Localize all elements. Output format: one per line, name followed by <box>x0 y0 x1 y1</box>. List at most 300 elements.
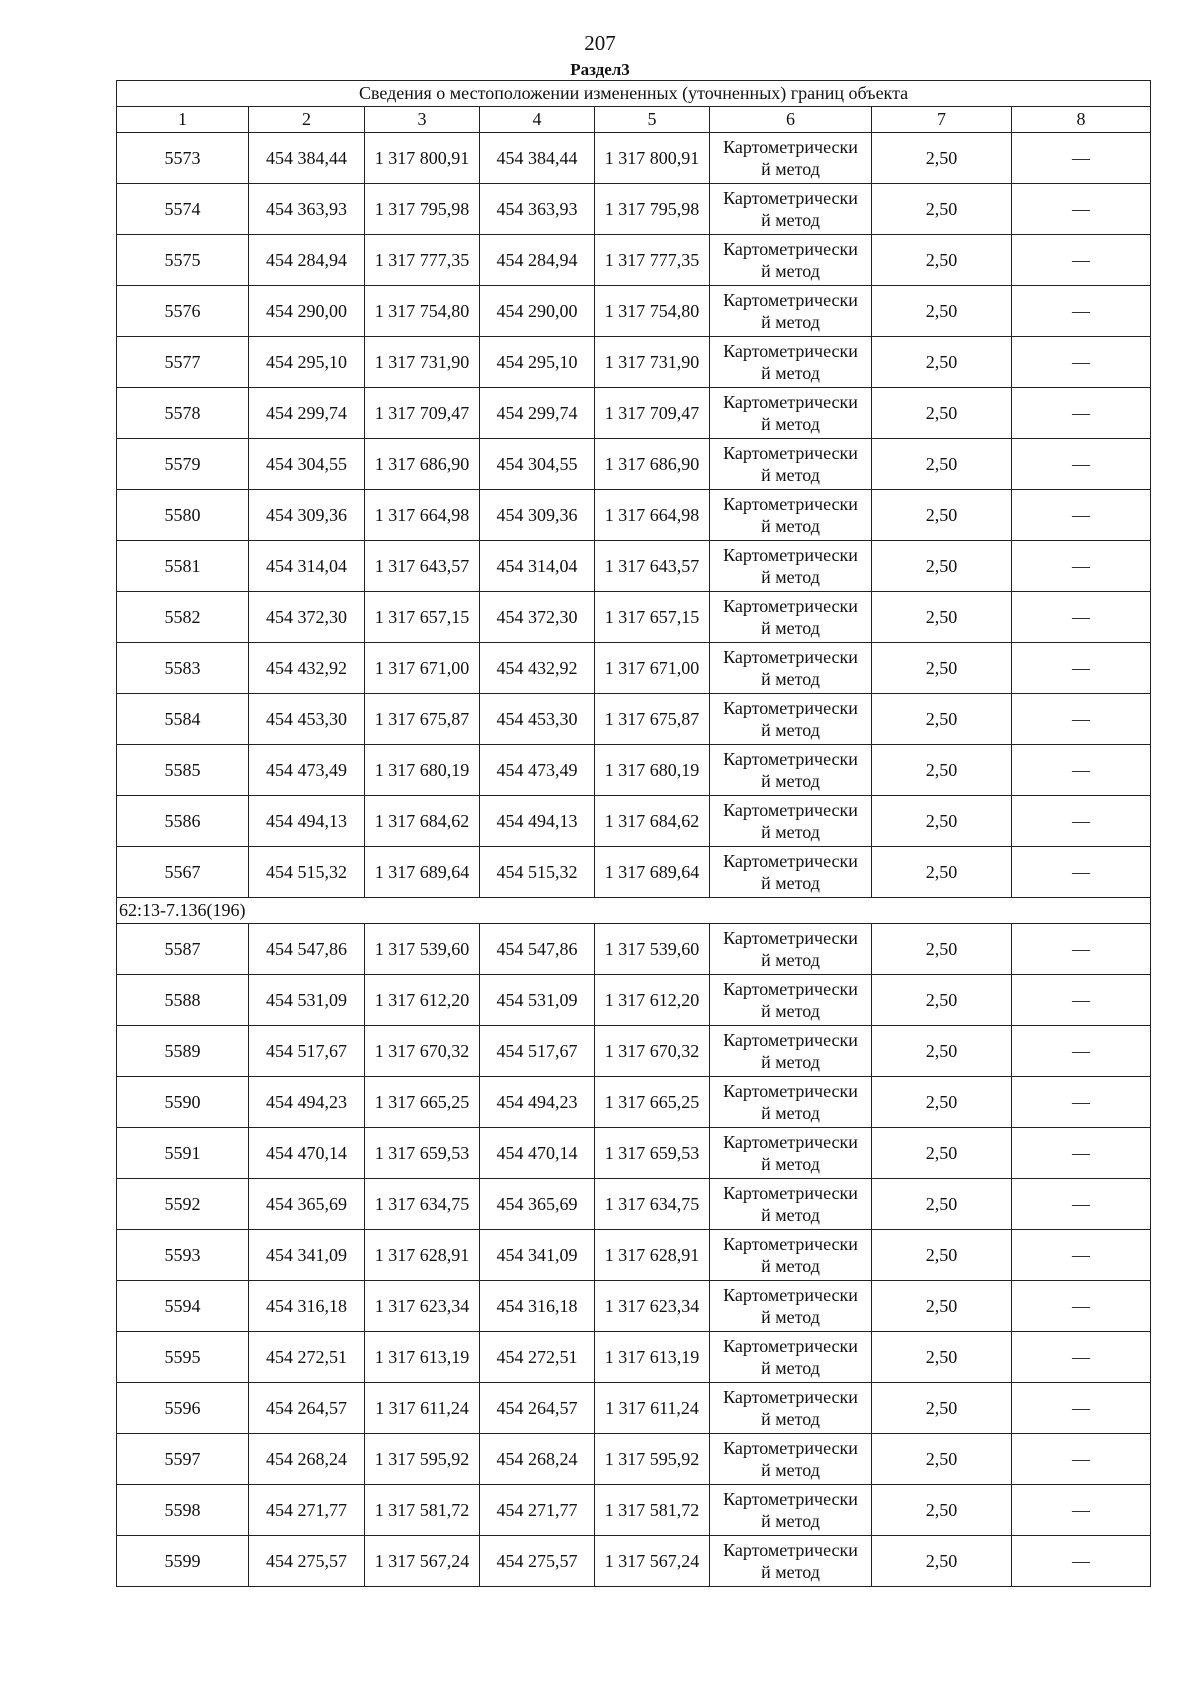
y-new-cell: 1 317 671,00 <box>595 643 710 694</box>
y-new-cell: 1 317 709,47 <box>595 388 710 439</box>
description-cell: — <box>1012 286 1151 337</box>
page-number: 207 <box>584 31 616 55</box>
x-new-cell: 454 264,57 <box>480 1383 595 1434</box>
description-cell: — <box>1012 490 1151 541</box>
x-new-cell: 454 295,10 <box>480 337 595 388</box>
method-text-line: й метод <box>761 312 820 332</box>
y-new-cell: 1 317 657,15 <box>595 592 710 643</box>
method-text-line: й метод <box>761 1103 820 1123</box>
method-text-line: й метод <box>761 465 820 485</box>
y-new-cell: 1 317 680,19 <box>595 745 710 796</box>
accuracy-cell: 2,50 <box>872 796 1012 847</box>
x-existing-cell: 454 372,30 <box>249 592 365 643</box>
method-text-line: Картометрически <box>723 1081 858 1101</box>
x-existing-cell: 454 299,74 <box>249 388 365 439</box>
table-row <box>117 1077 1151 1128</box>
method-text-line: й метод <box>761 1052 820 1072</box>
accuracy-cell: 2,50 <box>872 1128 1012 1179</box>
table-row <box>117 1281 1151 1332</box>
accuracy-cell: 2,50 <box>872 133 1012 184</box>
column-header: 4 <box>480 107 595 133</box>
point-number-cell: 5590 <box>117 1077 249 1128</box>
y-new-cell: 1 317 595,92 <box>595 1434 710 1485</box>
point-number-cell: 5577 <box>117 337 249 388</box>
accuracy-cell: 2,50 <box>872 847 1012 898</box>
method-cell <box>710 643 872 694</box>
x-existing-cell: 454 517,67 <box>249 1026 365 1077</box>
method-cell <box>710 388 872 439</box>
description-cell: — <box>1012 975 1151 1026</box>
y-new-cell: 1 317 581,72 <box>595 1485 710 1536</box>
point-number-cell: 5598 <box>117 1485 249 1536</box>
description-cell: — <box>1012 1281 1151 1332</box>
method-cell <box>710 1332 872 1383</box>
method-cell <box>710 592 872 643</box>
y-existing-cell: 1 317 595,92 <box>365 1434 480 1485</box>
column-header-row <box>117 107 1151 133</box>
y-new-cell: 1 317 659,53 <box>595 1128 710 1179</box>
method-text-line: Картометрически <box>723 979 858 999</box>
description-cell: — <box>1012 1332 1151 1383</box>
x-existing-cell: 454 494,23 <box>249 1077 365 1128</box>
point-number-cell: 5583 <box>117 643 249 694</box>
x-existing-cell: 454 316,18 <box>249 1281 365 1332</box>
point-number-cell: 5592 <box>117 1179 249 1230</box>
column-header: 2 <box>249 107 365 133</box>
method-cell <box>710 975 872 1026</box>
x-new-cell: 454 299,74 <box>480 388 595 439</box>
point-number-cell: 5582 <box>117 592 249 643</box>
point-number-cell: 5574 <box>117 184 249 235</box>
x-new-cell: 454 316,18 <box>480 1281 595 1332</box>
method-cell <box>710 796 872 847</box>
table-row <box>117 975 1151 1026</box>
y-new-cell: 1 317 634,75 <box>595 1179 710 1230</box>
x-new-cell: 454 290,00 <box>480 286 595 337</box>
method-text-line: Картометрически <box>723 545 858 565</box>
description-cell: — <box>1012 847 1151 898</box>
accuracy-cell: 2,50 <box>872 592 1012 643</box>
table-body-section-a <box>117 133 1151 898</box>
method-text-line: Картометрически <box>723 392 858 412</box>
description-cell: — <box>1012 1485 1151 1536</box>
accuracy-cell: 2,50 <box>872 745 1012 796</box>
x-existing-cell: 454 515,32 <box>249 847 365 898</box>
y-existing-cell: 1 317 611,24 <box>365 1383 480 1434</box>
table-title: Сведения о местоположении измененных (уточненных) границ объекта <box>117 81 1151 107</box>
method-cell <box>710 133 872 184</box>
description-cell: — <box>1012 1536 1151 1587</box>
method-cell <box>710 490 872 541</box>
x-new-cell: 454 341,09 <box>480 1230 595 1281</box>
table-body-section-b <box>117 924 1151 1587</box>
method-text-line: й метод <box>761 567 820 587</box>
accuracy-cell: 2,50 <box>872 439 1012 490</box>
table-row <box>117 1485 1151 1536</box>
description-cell: — <box>1012 1434 1151 1485</box>
y-new-cell: 1 317 800,91 <box>595 133 710 184</box>
point-number-cell: 5585 <box>117 745 249 796</box>
x-new-cell: 454 272,51 <box>480 1332 595 1383</box>
y-existing-cell: 1 317 628,91 <box>365 1230 480 1281</box>
accuracy-cell: 2,50 <box>872 1281 1012 1332</box>
method-text-line: й метод <box>761 1409 820 1429</box>
description-cell: — <box>1012 745 1151 796</box>
coordinates-table <box>116 80 1151 1587</box>
accuracy-cell: 2,50 <box>872 184 1012 235</box>
group-row-section <box>117 898 1151 924</box>
description-cell: — <box>1012 541 1151 592</box>
method-cell <box>710 1434 872 1485</box>
x-new-cell: 454 547,86 <box>480 924 595 975</box>
x-new-cell: 454 453,30 <box>480 694 595 745</box>
x-new-cell: 454 531,09 <box>480 975 595 1026</box>
table-row <box>117 490 1151 541</box>
x-existing-cell: 454 473,49 <box>249 745 365 796</box>
method-cell <box>710 847 872 898</box>
y-existing-cell: 1 317 686,90 <box>365 439 480 490</box>
method-text-line: й метод <box>761 414 820 434</box>
method-cell <box>710 337 872 388</box>
description-cell: — <box>1012 439 1151 490</box>
x-new-cell: 454 284,94 <box>480 235 595 286</box>
x-existing-cell: 454 470,14 <box>249 1128 365 1179</box>
y-existing-cell: 1 317 634,75 <box>365 1179 480 1230</box>
x-existing-cell: 454 272,51 <box>249 1332 365 1383</box>
method-text-line: й метод <box>761 950 820 970</box>
method-text-line: Картометрически <box>723 443 858 463</box>
method-text-line: Картометрически <box>723 698 858 718</box>
description-cell: — <box>1012 184 1151 235</box>
x-existing-cell: 454 284,94 <box>249 235 365 286</box>
y-existing-cell: 1 317 539,60 <box>365 924 480 975</box>
y-new-cell: 1 317 611,24 <box>595 1383 710 1434</box>
y-existing-cell: 1 317 709,47 <box>365 388 480 439</box>
y-new-cell: 1 317 777,35 <box>595 235 710 286</box>
accuracy-cell: 2,50 <box>872 1179 1012 1230</box>
method-text-line: й метод <box>761 363 820 383</box>
x-new-cell: 454 304,55 <box>480 439 595 490</box>
y-new-cell: 1 317 686,90 <box>595 439 710 490</box>
method-cell <box>710 235 872 286</box>
x-new-cell: 454 432,92 <box>480 643 595 694</box>
x-new-cell: 454 473,49 <box>480 745 595 796</box>
description-cell: — <box>1012 1026 1151 1077</box>
method-text-line: Картометрически <box>723 800 858 820</box>
method-text-line: Картометрически <box>723 1387 858 1407</box>
point-number-cell: 5589 <box>117 1026 249 1077</box>
x-existing-cell: 454 432,92 <box>249 643 365 694</box>
y-new-cell: 1 317 567,24 <box>595 1536 710 1587</box>
x-new-cell: 454 494,13 <box>480 796 595 847</box>
y-existing-cell: 1 317 623,34 <box>365 1281 480 1332</box>
y-new-cell: 1 317 612,20 <box>595 975 710 1026</box>
method-text-line: Картометрически <box>723 137 858 157</box>
description-cell: — <box>1012 337 1151 388</box>
y-new-cell: 1 317 675,87 <box>595 694 710 745</box>
table-row <box>117 745 1151 796</box>
x-existing-cell: 454 275,57 <box>249 1536 365 1587</box>
x-new-cell: 454 515,32 <box>480 847 595 898</box>
method-text-line: Картометрически <box>723 1234 858 1254</box>
y-existing-cell: 1 317 657,15 <box>365 592 480 643</box>
y-existing-cell: 1 317 671,00 <box>365 643 480 694</box>
method-text-line: й метод <box>761 210 820 230</box>
y-existing-cell: 1 317 754,80 <box>365 286 480 337</box>
x-new-cell: 454 384,44 <box>480 133 595 184</box>
table-row <box>117 184 1151 235</box>
method-cell <box>710 184 872 235</box>
method-cell <box>710 1281 872 1332</box>
table-row <box>117 1383 1151 1434</box>
point-number-cell: 5579 <box>117 439 249 490</box>
x-existing-cell: 454 365,69 <box>249 1179 365 1230</box>
table-row <box>117 796 1151 847</box>
method-text-line: й метод <box>761 1307 820 1327</box>
x-existing-cell: 454 453,30 <box>249 694 365 745</box>
table-row <box>117 388 1151 439</box>
table-row <box>117 694 1151 745</box>
method-text-line: Картометрически <box>723 749 858 769</box>
column-header: 6 <box>710 107 872 133</box>
method-cell <box>710 1026 872 1077</box>
accuracy-cell: 2,50 <box>872 1077 1012 1128</box>
method-text-line: Картометрически <box>723 1285 858 1305</box>
x-existing-cell: 454 290,00 <box>249 286 365 337</box>
y-existing-cell: 1 317 665,25 <box>365 1077 480 1128</box>
x-new-cell: 454 365,69 <box>480 1179 595 1230</box>
method-cell <box>710 1230 872 1281</box>
method-text-line: й метод <box>761 1358 820 1378</box>
method-cell <box>710 1179 872 1230</box>
y-new-cell: 1 317 665,25 <box>595 1077 710 1128</box>
point-number-cell: 5597 <box>117 1434 249 1485</box>
group-label: 62:13-7.136(196) <box>117 898 1151 924</box>
point-number-cell: 5587 <box>117 924 249 975</box>
method-text-line: й метод <box>761 618 820 638</box>
table-row <box>117 1230 1151 1281</box>
method-text-line: й метод <box>761 1001 820 1021</box>
method-text-line: й метод <box>761 1205 820 1225</box>
method-text-line: й метод <box>761 516 820 536</box>
method-text-line: й метод <box>761 159 820 179</box>
y-new-cell: 1 317 613,19 <box>595 1332 710 1383</box>
y-existing-cell: 1 317 567,24 <box>365 1536 480 1587</box>
method-text-line: Картометрически <box>723 1489 858 1509</box>
description-cell: — <box>1012 388 1151 439</box>
method-cell <box>710 745 872 796</box>
accuracy-cell: 2,50 <box>872 235 1012 286</box>
table-row <box>117 439 1151 490</box>
description-cell: — <box>1012 592 1151 643</box>
y-existing-cell: 1 317 643,57 <box>365 541 480 592</box>
y-existing-cell: 1 317 613,19 <box>365 1332 480 1383</box>
method-text-line: Картометрически <box>723 341 858 361</box>
table-row <box>117 1026 1151 1077</box>
table-row <box>117 847 1151 898</box>
x-existing-cell: 454 304,55 <box>249 439 365 490</box>
method-text-line: Картометрически <box>723 647 858 667</box>
method-text-line: й метод <box>761 720 820 740</box>
method-cell <box>710 1536 872 1587</box>
x-existing-cell: 454 264,57 <box>249 1383 365 1434</box>
point-number-cell: 5596 <box>117 1383 249 1434</box>
method-text-line: Картометрически <box>723 596 858 616</box>
accuracy-cell: 2,50 <box>872 337 1012 388</box>
method-cell <box>710 1077 872 1128</box>
accuracy-cell: 2,50 <box>872 388 1012 439</box>
point-number-cell: 5580 <box>117 490 249 541</box>
column-header: 5 <box>595 107 710 133</box>
point-number-cell: 5593 <box>117 1230 249 1281</box>
x-existing-cell: 454 271,77 <box>249 1485 365 1536</box>
y-existing-cell: 1 317 731,90 <box>365 337 480 388</box>
table-row <box>117 1332 1151 1383</box>
x-new-cell: 454 470,14 <box>480 1128 595 1179</box>
method-text-line: Картометрически <box>723 1183 858 1203</box>
x-existing-cell: 454 314,04 <box>249 541 365 592</box>
method-text-line: й метод <box>761 873 820 893</box>
x-existing-cell: 454 384,44 <box>249 133 365 184</box>
description-cell: — <box>1012 1230 1151 1281</box>
x-new-cell: 454 275,57 <box>480 1536 595 1587</box>
description-cell: — <box>1012 694 1151 745</box>
table-row <box>117 541 1151 592</box>
y-existing-cell: 1 317 612,20 <box>365 975 480 1026</box>
y-existing-cell: 1 317 581,72 <box>365 1485 480 1536</box>
method-cell <box>710 1485 872 1536</box>
point-number-cell: 5575 <box>117 235 249 286</box>
column-header: 7 <box>872 107 1012 133</box>
x-new-cell: 454 268,24 <box>480 1434 595 1485</box>
method-text-line: Картометрически <box>723 1336 858 1356</box>
accuracy-cell: 2,50 <box>872 541 1012 592</box>
method-cell <box>710 541 872 592</box>
table-row <box>117 1128 1151 1179</box>
point-number-cell: 5573 <box>117 133 249 184</box>
method-text-line: й метод <box>761 1511 820 1531</box>
method-text-line: й метод <box>761 669 820 689</box>
y-new-cell: 1 317 628,91 <box>595 1230 710 1281</box>
method-cell <box>710 1128 872 1179</box>
y-new-cell: 1 317 731,90 <box>595 337 710 388</box>
accuracy-cell: 2,50 <box>872 924 1012 975</box>
method-text-line: Картометрически <box>723 188 858 208</box>
table-row <box>117 337 1151 388</box>
method-text-line: Картометрически <box>723 1540 858 1560</box>
method-text-line: Картометрически <box>723 928 858 948</box>
point-number-cell: 5591 <box>117 1128 249 1179</box>
y-existing-cell: 1 317 680,19 <box>365 745 480 796</box>
accuracy-cell: 2,50 <box>872 1434 1012 1485</box>
y-existing-cell: 1 317 795,98 <box>365 184 480 235</box>
y-new-cell: 1 317 795,98 <box>595 184 710 235</box>
point-number-cell: 5586 <box>117 796 249 847</box>
description-cell: — <box>1012 1383 1151 1434</box>
point-number-cell: 5584 <box>117 694 249 745</box>
method-text-line: й метод <box>761 1460 820 1480</box>
table-row <box>117 235 1151 286</box>
accuracy-cell: 2,50 <box>872 1332 1012 1383</box>
description-cell: — <box>1012 1179 1151 1230</box>
y-existing-cell: 1 317 689,64 <box>365 847 480 898</box>
table-row <box>117 924 1151 975</box>
method-cell <box>710 439 872 490</box>
y-existing-cell: 1 317 659,53 <box>365 1128 480 1179</box>
method-text-line: й метод <box>761 822 820 842</box>
description-cell: — <box>1012 133 1151 184</box>
y-existing-cell: 1 317 670,32 <box>365 1026 480 1077</box>
method-cell <box>710 286 872 337</box>
table-row <box>117 592 1151 643</box>
x-existing-cell: 454 295,10 <box>249 337 365 388</box>
y-new-cell: 1 317 623,34 <box>595 1281 710 1332</box>
x-existing-cell: 454 268,24 <box>249 1434 365 1485</box>
method-text-line: Картометрически <box>723 1438 858 1458</box>
method-cell <box>710 1383 872 1434</box>
method-text-line: Картометрически <box>723 1030 858 1050</box>
y-new-cell: 1 317 670,32 <box>595 1026 710 1077</box>
accuracy-cell: 2,50 <box>872 975 1012 1026</box>
description-cell: — <box>1012 235 1151 286</box>
x-existing-cell: 454 341,09 <box>249 1230 365 1281</box>
point-number-cell: 5578 <box>117 388 249 439</box>
accuracy-cell: 2,50 <box>872 694 1012 745</box>
y-new-cell: 1 317 643,57 <box>595 541 710 592</box>
point-number-cell: 5599 <box>117 1536 249 1587</box>
x-existing-cell: 454 494,13 <box>249 796 365 847</box>
description-cell: — <box>1012 643 1151 694</box>
x-existing-cell: 454 531,09 <box>249 975 365 1026</box>
x-new-cell: 454 314,04 <box>480 541 595 592</box>
table-row <box>117 133 1151 184</box>
accuracy-cell: 2,50 <box>872 286 1012 337</box>
method-text-line: Картометрически <box>723 1132 858 1152</box>
method-text-line: й метод <box>761 1154 820 1174</box>
x-new-cell: 454 363,93 <box>480 184 595 235</box>
point-number-cell: 5567 <box>117 847 249 898</box>
y-new-cell: 1 317 689,64 <box>595 847 710 898</box>
method-cell <box>710 924 872 975</box>
y-existing-cell: 1 317 800,91 <box>365 133 480 184</box>
table-row <box>117 1434 1151 1485</box>
x-existing-cell: 454 363,93 <box>249 184 365 235</box>
method-text-line: Картометрически <box>723 239 858 259</box>
description-cell: — <box>1012 1077 1151 1128</box>
x-new-cell: 454 309,36 <box>480 490 595 541</box>
point-number-cell: 5595 <box>117 1332 249 1383</box>
x-new-cell: 454 372,30 <box>480 592 595 643</box>
point-number-cell: 5581 <box>117 541 249 592</box>
table-row <box>117 643 1151 694</box>
x-new-cell: 454 517,67 <box>480 1026 595 1077</box>
method-text-line: й метод <box>761 771 820 791</box>
accuracy-cell: 2,50 <box>872 1383 1012 1434</box>
method-text-line: й метод <box>761 1256 820 1276</box>
point-number-cell: 5594 <box>117 1281 249 1332</box>
column-header: 3 <box>365 107 480 133</box>
description-cell: — <box>1012 1128 1151 1179</box>
method-text-line: Картометрически <box>723 851 858 871</box>
y-new-cell: 1 317 754,80 <box>595 286 710 337</box>
accuracy-cell: 2,50 <box>872 490 1012 541</box>
method-text-line: Картометрически <box>723 494 858 514</box>
description-cell: — <box>1012 924 1151 975</box>
accuracy-cell: 2,50 <box>872 1485 1012 1536</box>
table-row <box>117 1179 1151 1230</box>
table-row <box>117 286 1151 337</box>
y-existing-cell: 1 317 777,35 <box>365 235 480 286</box>
